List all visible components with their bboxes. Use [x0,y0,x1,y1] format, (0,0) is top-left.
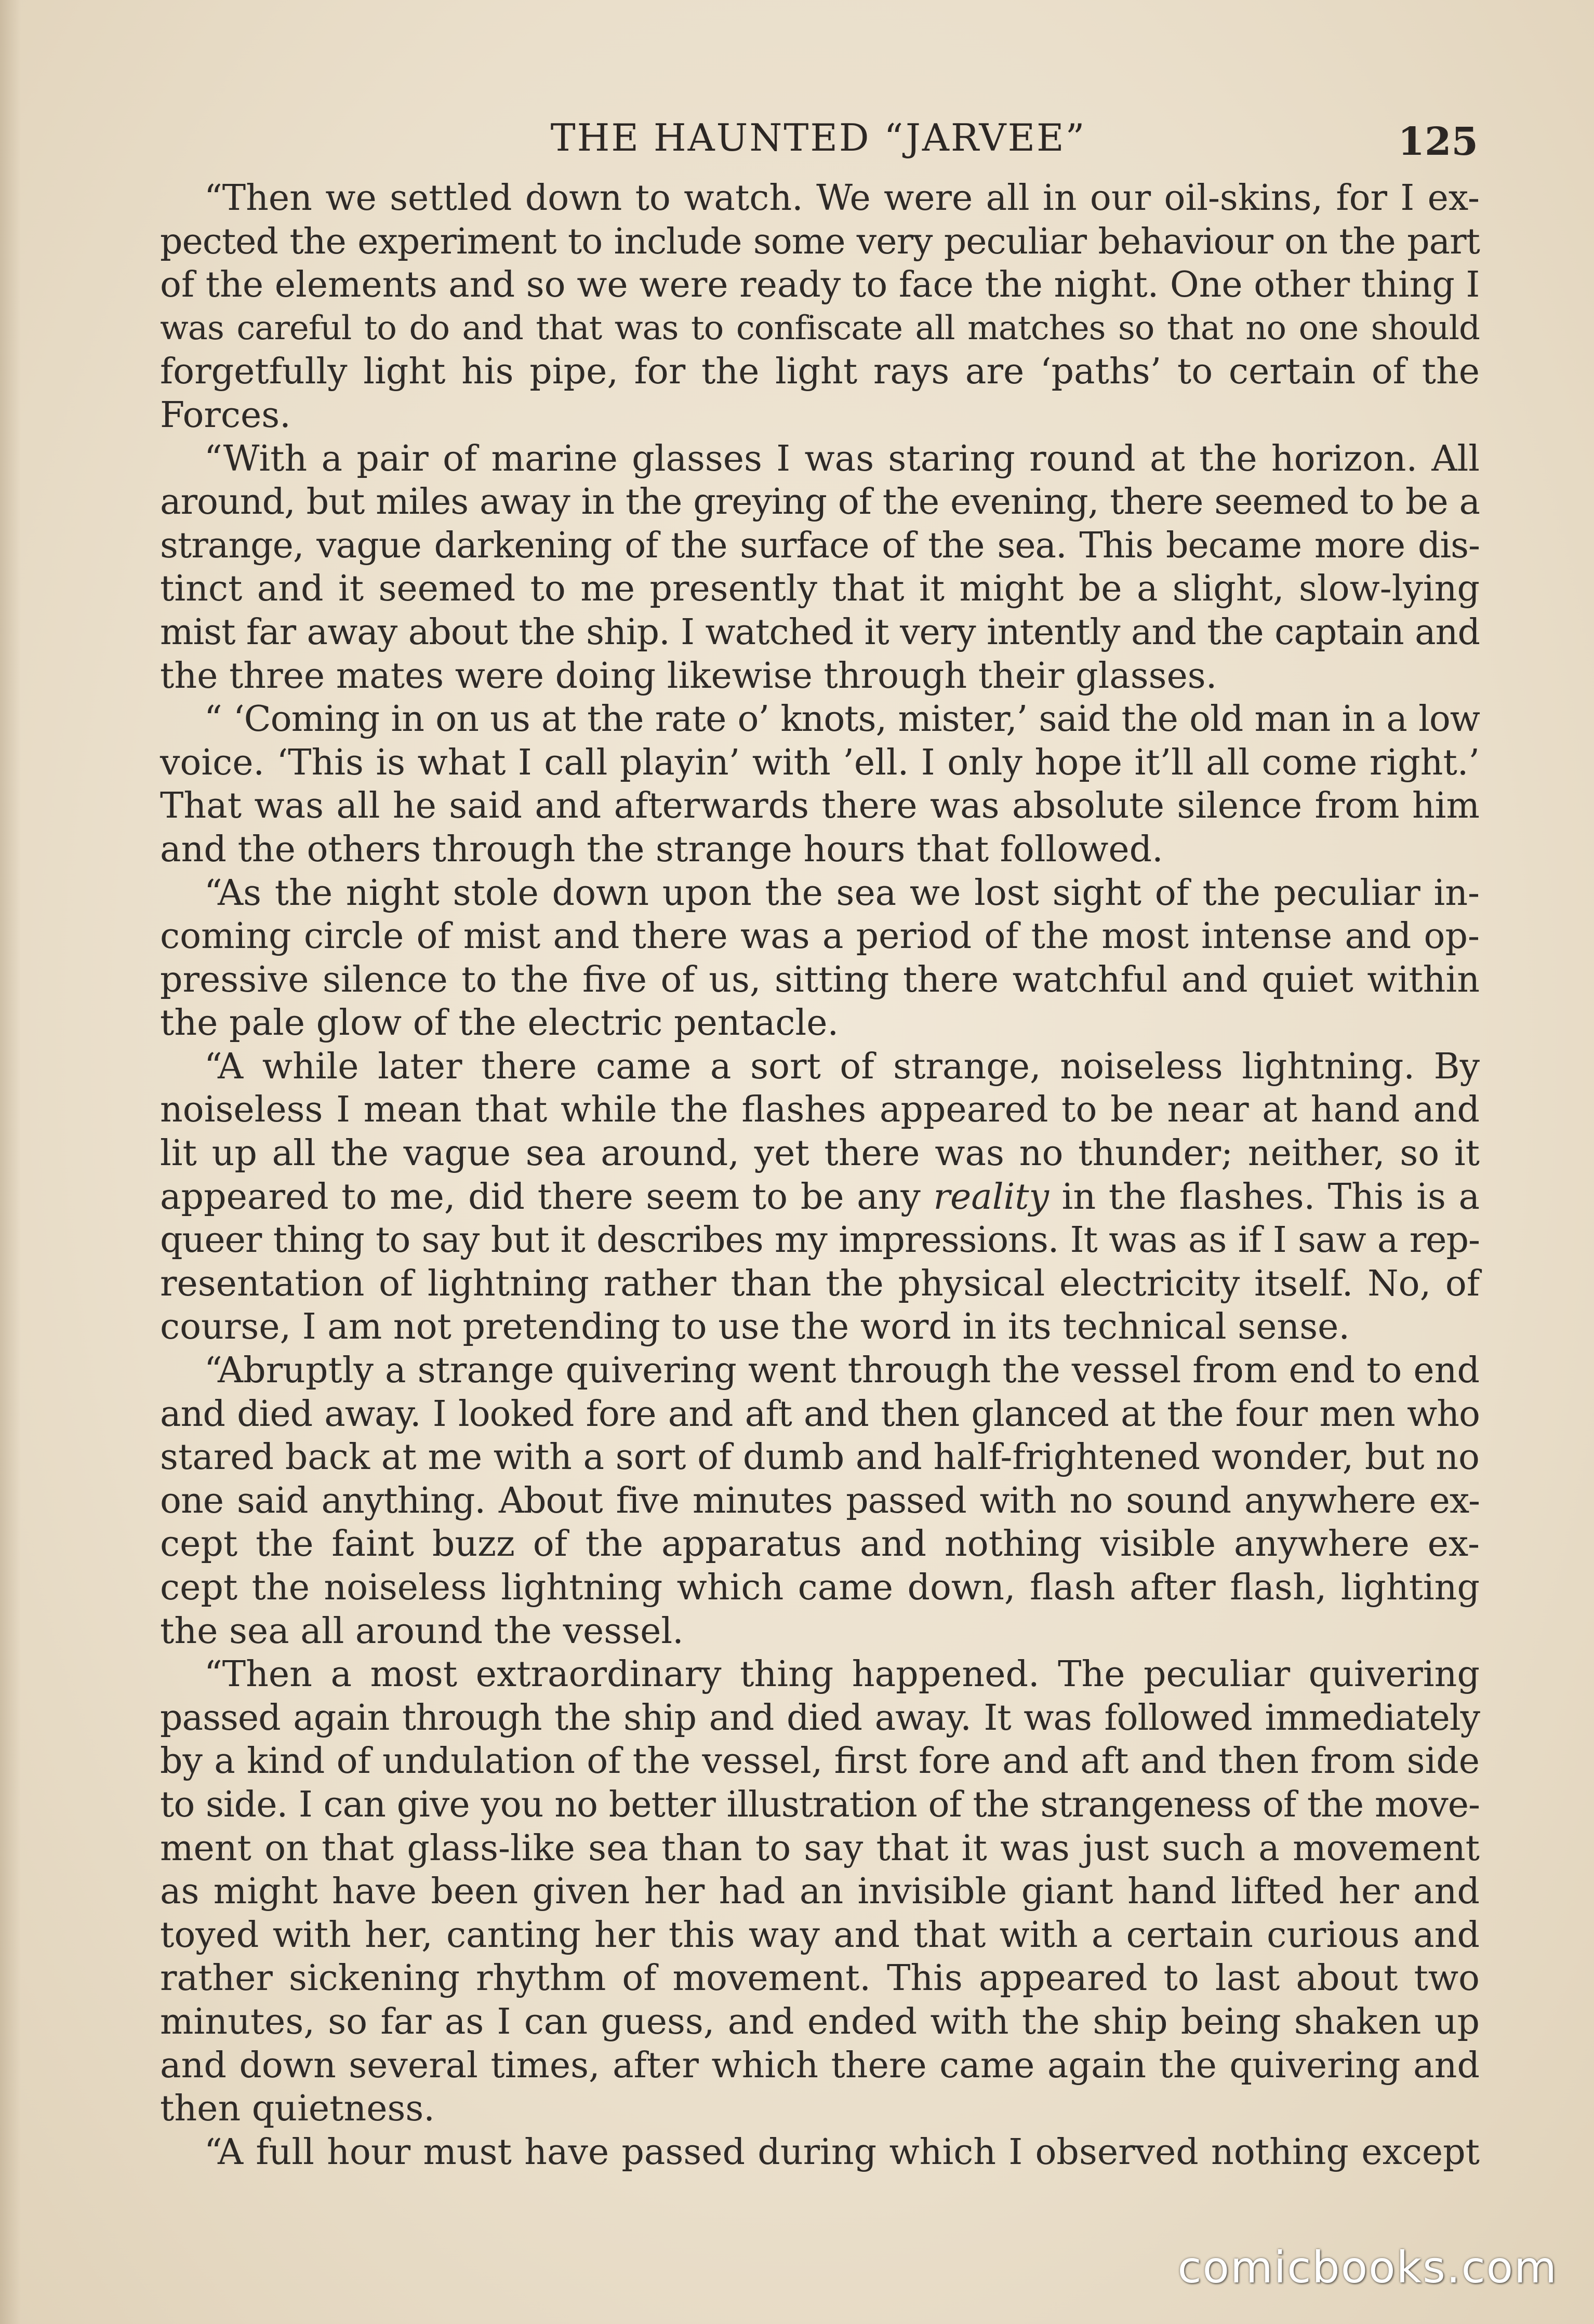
running-head [200,106,1478,169]
text-line: passed again through the ship and died away. It was followed immediately [160,1697,1480,1739]
text-line: rather sickening rhythm of movement. This appeared to last about two [160,1958,1480,1999]
text-line: “As the night stole down upon the sea we lost sight of the peculiar in- [204,872,1480,914]
text-line: and the others through the strange hours that followed. [160,829,1163,870]
text-line: around, but miles away in the greying of the evening, there seemed to be a [160,482,1480,523]
text-line: the three mates were doing likewise through their glasses. [160,655,1217,697]
text-line: “A while later there came a sort of strange, noiseless lightning. By [204,1046,1480,1087]
text-line: by a kind of undulation of the vessel, first fore and aft and then from side [160,1741,1480,1782]
text-line: “Then a most extraordinary thing happened. The peculiar quivering [204,1654,1480,1695]
text-line: noiseless I mean that while the flashes appeared to be near at hand and [160,1089,1480,1131]
text-line: one said anything. About five minutes passed with no sound anywhere ex- [160,1480,1480,1521]
text-line: appeared to me, did there seem to be any reality in the flashes. This is a [160,1176,1480,1218]
text-line: the pale glow of the electric pentacle. [160,1003,839,1044]
text-line: “A full hour must have passed during which I observed nothing except [204,2131,1480,2173]
text-line: of the elements and so we were ready to face the night. One other thing I [160,264,1480,306]
emphasis: reality [933,1176,1050,1218]
text-line: queer thing to say but it describes my impressions. It was as if I saw a rep- [160,1220,1480,1261]
text-line: toyed with her, canting her this way and that with a certain curious and [160,1914,1480,1956]
text-line: coming circle of mist and there was a period of the most intense and op- [160,916,1480,957]
text-line: cept the noiseless lightning which came down, flash after flash, lighting [160,1567,1480,1608]
text-line: cept the faint buzz of the apparatus and nothing visible anywhere ex- [160,1524,1480,1565]
text-line: and died away. I looked fore and aft and then glanced at the four men who [160,1393,1480,1435]
text-line: forgetfully light his pipe, for the light rays are ‘paths’ to certain of the [160,351,1480,393]
text-line: the sea all around the vessel. [160,1610,684,1652]
text-line: course, I am not pretending to use the word in its technical sense. [160,1306,1350,1348]
body-text [160,177,1480,2174]
text-line: “ ‘Coming in on us at the rate o’ knots, mister,’ said the old man in a low [204,699,1480,740]
text-line: Forces. [160,394,291,436]
text-line: pected the experiment to include some very peculiar behaviour on the part [160,221,1480,262]
text-line: tinct and it seemed to me presently that it might be a slight, slow-lying [160,568,1480,610]
text-line: ment on that glass-like sea than to say that it was just such a movement [160,1827,1480,1869]
text-line: That was all he said and afterwards there was absolute silence from him [160,785,1480,827]
text-line: strange, vague darkening of the surface of the sea. This became more dis- [160,525,1480,566]
text-line: “With a pair of marine glasses I was staring round at the horizon. All [204,438,1480,479]
text-line: resentation of lightning rather than the physical electricity itself. No, of [160,1263,1480,1304]
watermark: comicbooks.com [1177,2242,1558,2293]
text-line: “Abruptly a strange quivering went through the vessel from end to end [204,1350,1480,1392]
text-line: mist far away about the ship. I watched it very intently and the captain and [160,611,1480,653]
text-line: was careful to do and that was to confiscate all matches so that no one should [160,309,1480,348]
page-number: 125 [1398,119,1478,164]
text-line: lit up all the vague sea around, yet there was no thunder; neither, so it [160,1133,1480,1174]
text-line: as might have been given her had an invisible giant hand lifted her and [160,1871,1480,1913]
text-line: minutes, so far as I can guess, and ended with the ship being shaken up [160,2001,1480,2042]
running-title: THE HAUNTED “JARVEE” [550,116,1086,159]
text-line: “Then we settled down to watch. We were all in our oil-skins, for I ex- [204,178,1480,219]
page-edge-shadow [0,0,21,2324]
text-line: voice. ‘This is what I call playin’ with ’ell. I only hope it’ll all come right.’ [160,742,1480,783]
text-line: then quietness. [160,2088,435,2130]
text-line: pressive silence to the five of us, sitting there watchful and quiet within [160,959,1480,1000]
text-line: stared back at me with a sort of dumb and half-frightened wonder, but no [160,1437,1480,1478]
text-line: to side. I can give you no better illustration of the strangeness of the move- [160,1784,1480,1825]
text-line: and down several times, after which there came again the quivering and [160,2045,1480,2086]
